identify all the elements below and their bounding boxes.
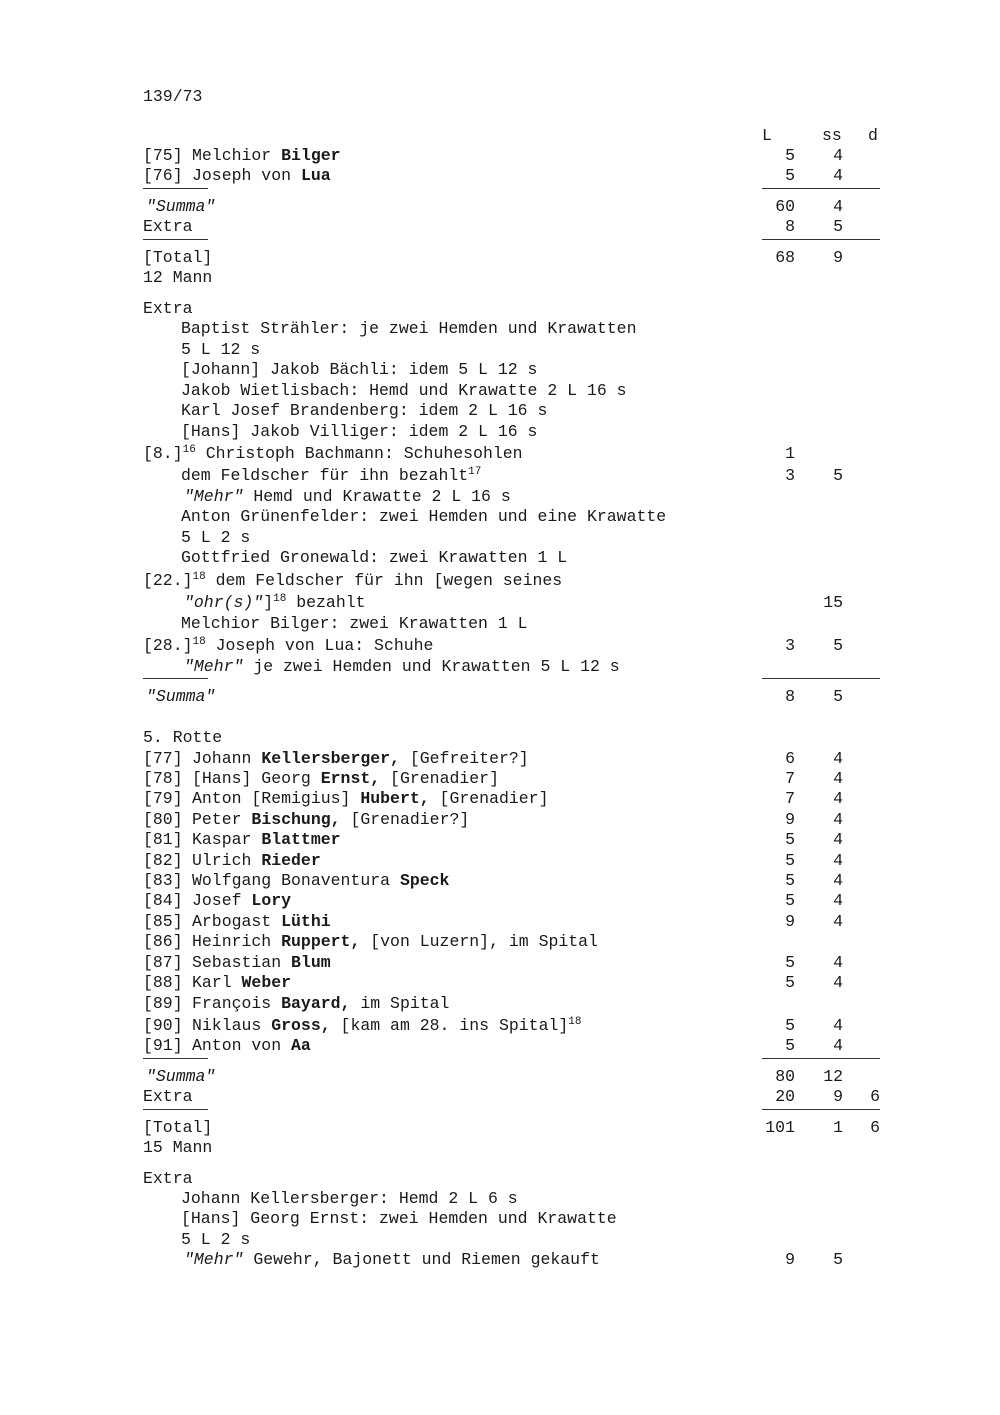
extra-text: Christoph Bachmann: Schuhesohlen (195, 444, 523, 463)
amount-ss: 4 (833, 1016, 843, 1035)
entry-row (0, 912, 1000, 932)
amount-ss: 4 (833, 769, 843, 788)
extra-text: je zwei Hemden und Krawatten 5 L 12 s (243, 657, 620, 676)
extra-ref: [22.] (143, 571, 193, 590)
extra-title-row (0, 299, 1000, 319)
entry-first-name: Melchior (192, 146, 272, 165)
extra-text: dem Feldscher für ihn bezahlt (181, 466, 469, 485)
extra-item (0, 340, 1000, 360)
amount-ss: 4 (833, 197, 843, 216)
entry-number: [91] (143, 1036, 183, 1055)
entry-number: [86] (143, 932, 183, 951)
extra-item (0, 401, 1000, 421)
entry-last-name: Bayard, (281, 994, 351, 1013)
mehr-label: "Mehr" (184, 657, 244, 676)
footnote-marker: 18 (273, 593, 287, 605)
amount-l: 20 (775, 1087, 795, 1106)
extra-text: Johann Kellersberger: Hemd 2 L 6 s (181, 1189, 518, 1208)
amount-ss: 4 (833, 166, 843, 185)
summa-row (0, 687, 1000, 707)
entry-note: [kam am 28. ins Spital] (330, 1016, 569, 1035)
extra-row (0, 1087, 1000, 1107)
entry-number: [84] (143, 891, 183, 910)
entry-row (0, 830, 1000, 850)
amount-l: 5 (785, 166, 795, 185)
entry-number: [85] (143, 912, 183, 931)
entry-first-name: Kaspar (192, 830, 252, 849)
extra-text: Anton Grünenfelder: zwei Hemden und eine Krawatte (181, 507, 667, 526)
extra-row (0, 217, 1000, 237)
extra-item (0, 1230, 1000, 1250)
entry-last-name: Kellersberger, (261, 749, 400, 768)
amount-d: 6 (870, 1087, 880, 1106)
entry-row (0, 932, 1000, 952)
divider (143, 188, 208, 189)
amount-ss: 4 (833, 789, 843, 808)
extra-text: Jakob Wietlisbach: Hemd und Krawatte 2 L 16 s (181, 381, 627, 400)
entry-first-name: Anton von (192, 1036, 282, 1055)
extra-item (0, 507, 1000, 527)
entry-note: [Grenadier?] (340, 810, 470, 829)
rotte-title-row (0, 728, 1000, 748)
amount-l: 5 (785, 146, 795, 165)
extra-item (0, 636, 1000, 656)
amount-l: 3 (785, 636, 795, 655)
amount-l: 7 (785, 769, 795, 788)
mann-count: 15 Mann (143, 1138, 213, 1157)
total-label: [Total] (143, 248, 213, 267)
entry-last-name: Bilger (281, 146, 341, 165)
entry-first-name: Niklaus (192, 1016, 262, 1035)
entry-last-name: Hubert, (360, 789, 430, 808)
divider (762, 188, 880, 189)
amount-ss: 4 (833, 830, 843, 849)
extra-item (0, 548, 1000, 568)
amount-l: 9 (785, 810, 795, 829)
entry-row (0, 166, 1000, 186)
page-number: 139/73 (143, 87, 203, 106)
extra-text: Joseph von Lua: Schuhe (205, 636, 434, 655)
summa-label: "Summa" (146, 1067, 216, 1086)
entry-last-name: Aa (291, 1036, 311, 1055)
amount-l: 5 (785, 953, 795, 972)
amount-ss: 5 (833, 636, 843, 655)
extra-item (0, 657, 1000, 677)
extra-item (0, 444, 1000, 464)
entry-row (0, 851, 1000, 871)
total-row (0, 248, 1000, 268)
extra-item (0, 593, 1000, 613)
amount-l: 9 (785, 1250, 795, 1269)
amount-ss: 4 (833, 810, 843, 829)
entry-first-name: Josef (192, 891, 242, 910)
extra-title: Extra (143, 299, 193, 318)
mann-row (0, 1138, 1000, 1158)
entry-row (0, 769, 1000, 789)
entry-last-name: Rieder (261, 851, 321, 870)
extra-text: Gottfried Gronewald: zwei Krawatten 1 L (181, 548, 568, 567)
divider (762, 239, 880, 240)
entry-number: [76] (143, 166, 183, 185)
extra-text: 5 L 12 s (181, 340, 261, 359)
entry-last-name: Bischung, (251, 810, 341, 829)
entry-row (0, 146, 1000, 166)
entry-first-name: François (192, 994, 272, 1013)
entry-first-name: Wolfgang Bonaventura (192, 871, 391, 890)
amount-l: 8 (785, 217, 795, 236)
extra-text: [Hans] Georg Ernst: zwei Hemden und Krawatte (181, 1209, 617, 1228)
extra-item (0, 1250, 1000, 1270)
amount-ss: 12 (823, 1067, 843, 1086)
entry-number: [88] (143, 973, 183, 992)
entry-last-name: Blattmer (261, 830, 341, 849)
extra-item (0, 422, 1000, 442)
entry-row (0, 973, 1000, 993)
entry-note: im Spital (350, 994, 450, 1013)
amount-l: 7 (785, 789, 795, 808)
entry-number: [89] (143, 994, 183, 1013)
entry-first-name: Joseph von (192, 166, 292, 185)
entry-row (0, 789, 1000, 809)
amount-ss: 5 (833, 1250, 843, 1269)
extra-label: Extra (143, 1087, 193, 1106)
extra-item (0, 528, 1000, 548)
amount-ss: 5 (833, 217, 843, 236)
extra-text: Hemd und Krawatte 2 L 16 s (243, 487, 511, 506)
column-header-ss: ss (822, 126, 842, 145)
entry-note: [Gefreiter?] (399, 749, 529, 768)
extra-text: Baptist Strähler: je zwei Hemden und Krawatten (181, 319, 637, 338)
amount-l: 5 (785, 1036, 795, 1055)
mann-count: 12 Mann (143, 268, 213, 287)
entry-first-name: Karl (192, 973, 232, 992)
entry-first-name: Ulrich (192, 851, 252, 870)
entry-number: [83] (143, 871, 183, 890)
extra-ref: [28.] (143, 636, 193, 655)
ohr-label: "ohr(s)" (184, 593, 264, 612)
entry-last-name: Lüthi (281, 912, 331, 931)
amount-ss: 5 (833, 466, 843, 485)
entry-row (0, 1016, 1000, 1036)
amount-l: 80 (775, 1067, 795, 1086)
entry-note: [Grenadier] (429, 789, 549, 808)
entry-last-name: Speck (399, 871, 450, 890)
amount-d: 6 (870, 1118, 880, 1137)
extra-text: dem Feldscher für ihn [wegen seines (205, 571, 563, 590)
entry-first-name: [Hans] Georg (192, 769, 311, 788)
extra-text: Karl Josef Brandenberg: idem 2 L 16 s (181, 401, 548, 420)
amount-l: 60 (775, 197, 795, 216)
entry-note: [Grenadier] (380, 769, 499, 788)
amount-ss: 5 (833, 687, 843, 706)
amount-ss: 4 (833, 146, 843, 165)
amount-ss: 4 (833, 912, 843, 931)
entry-last-name: Blum (291, 953, 331, 972)
extra-text: [Johann] Jakob Bächli: idem 5 L 12 s (181, 360, 538, 379)
extra-text: 5 L 2 s (181, 528, 251, 547)
entry-row (0, 810, 1000, 830)
extra-item (0, 1209, 1000, 1229)
amount-l: 5 (785, 830, 795, 849)
summa-row (0, 1067, 1000, 1087)
extra-item (0, 1189, 1000, 1209)
extra-item (0, 319, 1000, 339)
amount-l: 5 (785, 851, 795, 870)
amount-ss: 4 (833, 871, 843, 890)
entry-row (0, 871, 1000, 891)
entry-note: [von Luzern], im Spital (360, 932, 598, 951)
divider (143, 239, 208, 240)
mehr-label: "Mehr" (184, 487, 244, 506)
amount-l: 5 (785, 871, 795, 890)
mehr-label: "Mehr" (184, 1250, 244, 1269)
entry-row (0, 1036, 1000, 1056)
entry-number: [79] (143, 789, 183, 808)
entry-last-name: Weber (241, 973, 292, 992)
entry-number: [82] (143, 851, 183, 870)
amount-l: 5 (785, 973, 795, 992)
total-label: [Total] (143, 1118, 213, 1137)
entry-last-name: Ruppert, (281, 932, 361, 951)
entry-number: [75] (143, 146, 183, 165)
entry-first-name: Heinrich (192, 932, 272, 951)
extra-item (0, 360, 1000, 380)
summa-label: "Summa" (146, 687, 216, 706)
amount-l: 9 (785, 912, 795, 931)
entry-last-name: Lory (251, 891, 292, 910)
amount-ss: 4 (833, 749, 843, 768)
amount-ss: 4 (833, 1036, 843, 1055)
extra-item (0, 571, 1000, 591)
divider (143, 678, 208, 679)
amount-l: 5 (785, 891, 795, 910)
amount-ss: 15 (823, 593, 843, 612)
amount-ss: 1 (833, 1118, 843, 1137)
column-header-d: d (868, 126, 878, 145)
footnote-marker: 18 (568, 1016, 582, 1028)
entry-last-name: Gross, (271, 1016, 331, 1035)
divider (762, 1109, 880, 1110)
amount-l: 68 (775, 248, 795, 267)
entry-row (0, 953, 1000, 973)
entry-first-name: Arbogast (192, 912, 272, 931)
extra-item (0, 381, 1000, 401)
divider (143, 1058, 208, 1059)
entry-number: [87] (143, 953, 183, 972)
amount-ss: 4 (833, 891, 843, 910)
extra-text: Gewehr, Bajonett und Riemen gekauft (243, 1250, 600, 1269)
entry-row (0, 749, 1000, 769)
amount-l: 5 (785, 1016, 795, 1035)
entry-row (0, 994, 1000, 1014)
summa-label: "Summa" (146, 197, 216, 216)
footnote-marker: 17 (468, 466, 482, 478)
extra-text: bezahlt (286, 593, 366, 612)
extra-title: Extra (143, 1169, 193, 1188)
total-row (0, 1118, 1000, 1138)
footnote-marker: 18 (192, 571, 206, 583)
extra-item (0, 466, 1000, 486)
footnote-marker: 16 (182, 444, 196, 456)
column-header-l: L (762, 126, 772, 145)
footnote-marker: 18 (192, 636, 206, 648)
entry-number: [77] (143, 749, 183, 768)
entry-last-name: Ernst, (320, 769, 381, 788)
extra-ref: [8.] (143, 444, 183, 463)
summa-row (0, 197, 1000, 217)
extra-item (0, 487, 1000, 507)
bracket: ] (263, 593, 274, 612)
amount-l: 8 (785, 687, 795, 706)
amount-ss: 4 (833, 973, 843, 992)
extra-text: 5 L 2 s (181, 1230, 251, 1249)
amount-ss: 4 (833, 851, 843, 870)
extra-text: Melchior Bilger: zwei Krawatten 1 L (181, 614, 528, 633)
entry-first-name: Anton [Remigius] (192, 789, 351, 808)
entry-first-name: Sebastian (192, 953, 282, 972)
entry-number: [90] (143, 1016, 183, 1035)
mann-row (0, 268, 1000, 288)
divider (762, 1058, 880, 1059)
amount-ss: 4 (833, 953, 843, 972)
amount-ss: 9 (833, 248, 843, 267)
amount-l: 6 (785, 749, 795, 768)
entry-number: [78] (143, 769, 183, 788)
amount-l: 3 (785, 466, 795, 485)
entry-first-name: Johann (192, 749, 252, 768)
amount-l: 1 (785, 444, 795, 463)
extra-title-row (0, 1169, 1000, 1189)
amount-ss: 9 (833, 1087, 843, 1106)
entry-last-name: Lua (300, 166, 331, 185)
entry-row (0, 891, 1000, 911)
entry-first-name: Peter (192, 810, 242, 829)
extra-item (0, 614, 1000, 634)
divider (143, 1109, 208, 1110)
rotte-title: 5. Rotte (143, 728, 223, 747)
extra-text: [Hans] Jakob Villiger: idem 2 L 16 s (181, 422, 538, 441)
extra-label: Extra (143, 217, 193, 236)
entry-number: [81] (143, 830, 183, 849)
divider (762, 678, 880, 679)
amount-l: 101 (765, 1118, 795, 1137)
entry-number: [80] (143, 810, 183, 829)
